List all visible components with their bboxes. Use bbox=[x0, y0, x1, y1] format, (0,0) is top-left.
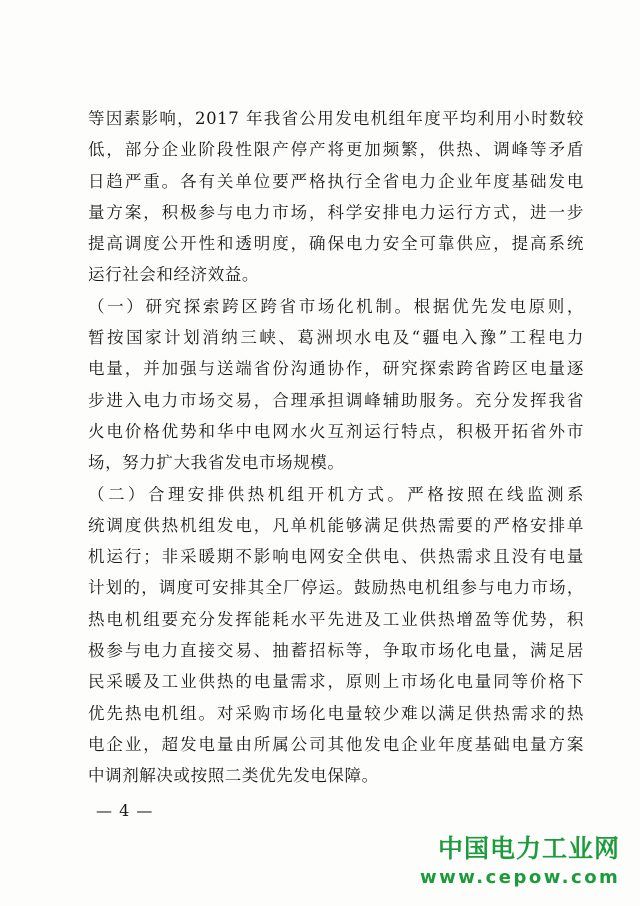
text-line: 优先热电机组。对采购市场化电量较少难以满足供热需求的热 bbox=[88, 703, 584, 723]
text-line: 电量，并加强与送端省份沟通协作，研究探索跨省跨区电量逐 bbox=[88, 359, 584, 379]
document-body bbox=[88, 103, 584, 792]
text-line: 等因素影响，2017 年我省公用发电机组年度平均利用小时数较 bbox=[88, 109, 584, 128]
text-line: 火电价格优势和华中电网水火互剂运行特点，积极开拓省外市 bbox=[88, 421, 584, 441]
text-line: 极参与电力直接交易、抽蓄招标等，争取市场化电量，满足居 bbox=[88, 641, 584, 661]
text-line: 量方案，积极参与电力市场，科学安排电力运行方式，进一步 bbox=[88, 202, 584, 222]
text-line: 机运行；非采暖期不影响电网安全供电、供热需求且没有电量 bbox=[88, 547, 584, 567]
text-line: 民采暖及工业供热的电量需求，原则上市场化电量同等价格下 bbox=[88, 672, 584, 692]
text-line: 提高调度公开性和透明度，确保电力安全可靠供应，提高系统 bbox=[88, 234, 584, 254]
site-watermark bbox=[420, 832, 620, 890]
text-line: 暂按国家计划消纳三峡、葛洲坝水电及“疆电入豫”工程电力 bbox=[88, 328, 584, 348]
text-line: 计划的，调度可安排其全厂停运。鼓励热电机组参与电力市场， bbox=[88, 578, 584, 598]
text-line: 电企业，超发电量由所属公司其他发电企业年度基础电量方案 bbox=[88, 734, 584, 754]
paragraph bbox=[88, 479, 584, 792]
text-line: 低，部分企业阶段性限产停产将更加频繁，供热、调峰等矛盾 bbox=[88, 140, 584, 160]
paragraph bbox=[88, 291, 584, 479]
text-line: 中调剂解决或按照二类优先发电保障。 bbox=[88, 766, 379, 786]
text-line: （二）合理安排供热机组开机方式。严格按照在线监测系 bbox=[88, 484, 584, 504]
text-line: 步进入电力市场交易，合理承担调峰辅助服务。充分发挥我省 bbox=[88, 390, 584, 410]
text-line: 运行社会和经济效益。 bbox=[88, 265, 259, 285]
text-line: 场，努力扩大我省发电市场规模。 bbox=[88, 453, 345, 473]
text-line: （一）研究探索跨区跨省市场化机制。根据优先发电原则， bbox=[88, 296, 584, 316]
watermark-site-name: 中国电力工业网 bbox=[437, 834, 620, 863]
text-line: 日趋严重。各有关单位要严格执行全省电力企业年度基础发电 bbox=[88, 171, 584, 191]
text-line: 热电机组要充分发挥能耗水平先进及工业供热增盈等优势，积 bbox=[88, 609, 584, 629]
watermark-site-url: www.cepow.com bbox=[420, 867, 621, 888]
text-line: 统调度供热机组发电，凡单机能够满足供热需要的严格安排单 bbox=[88, 515, 584, 535]
paragraph bbox=[88, 103, 584, 291]
page-number: — 4 — bbox=[96, 801, 154, 820]
